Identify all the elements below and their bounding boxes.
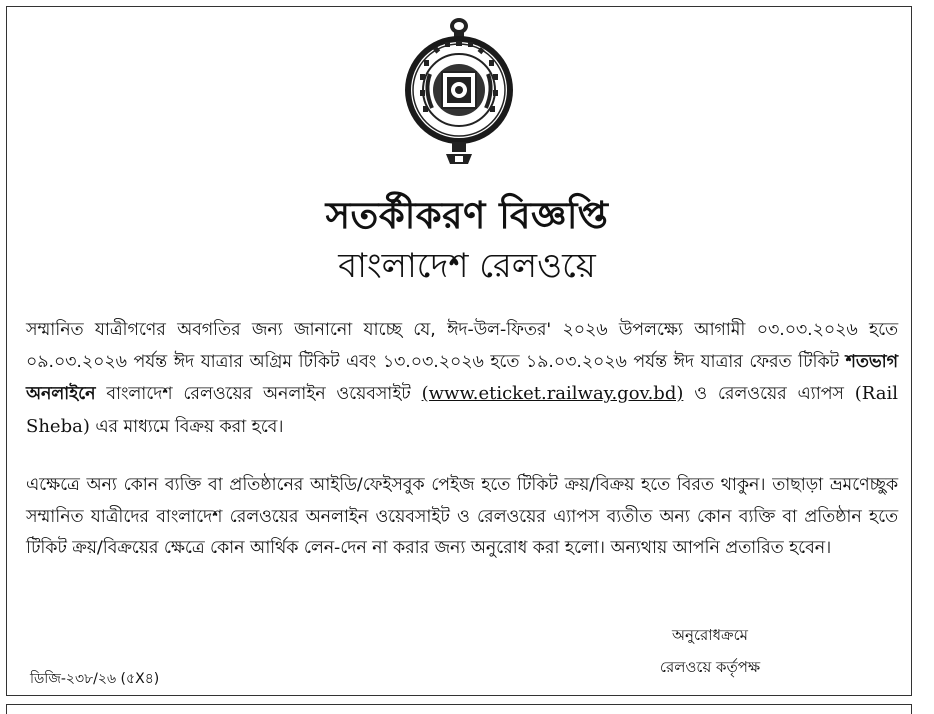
signature-line-1: অনুরোধক্রমে (672, 626, 748, 644)
next-notice-border (6, 704, 912, 714)
notice-paragraph-2: এক্ষেত্রে অন্য কোন ব্যক্তি বা প্রতিষ্ঠানের আইডি/ফেইসবুক পেইজ হতে টিকিট ক্রয়/বিক্রয় হতে বিরত থাকুন। তাছাড়া ভ্রমণেচ্ছুক সম্মানিত যাত্রীদের বাংলাদেশ রেলওয়ের অনলাইন ওয়েবসাইট ও রেলওয়ের এ্যাপস ব্যতীত অন্য কোন ব্যক্তি বা প্রতিষ্ঠান হতে টিকিট ক্রয়/বিক্রয়ের ক্ষেত্রে কোন আর্থিক লেন-দেন না করার জন্য অনুরোধ করা হলো। অন্যথায় আপনি প্রতারিত হবেন। (26, 475, 898, 558)
paragraph-1-text-d: এর মাধ্যমে বিক্রয় করা হবে। (89, 416, 284, 437)
notice-title: সতর্কীকরণ বিজ্ঞপ্তি (325, 194, 609, 237)
paragraph-1-text-c: ও রেলওয়ের এ্যাপস (683, 384, 855, 404)
paragraph-1-text-b: বাংলাদেশ রেলওয়ের অনলাইন ওয়েবসাইট (95, 384, 422, 404)
app-name: (Rail Sheba) (26, 383, 898, 437)
notice-paragraph-1 (26, 315, 898, 443)
eticket-website-link[interactable]: (www.eticket.railway.gov.bd) (421, 383, 684, 404)
paragraph-1-text-a: সম্মানিত যাত্রীগণের অবগতির জন্য জানানো যাচ্ছে যে, ঈদ-উল-ফিতর' ২০২৬ উপলক্ষ্যে আগামী ০৩.০৩.২০২৬ হতে ০৯.০৩.২০২৬ পর্যন্ত ঈদ যাত্রার অগ্রিম টিকিট এবং ১৩.০৩.২০২৬ হতে ১৯.০৩.২০২৬ পর্যন্ত ঈদ যাত্রার ফেরত টিকিট (26, 320, 898, 372)
paragraph-1-bold-b: অনলাইনে (26, 384, 96, 404)
signature-line-2: রেলওয়ে কর্তৃপক্ষ (659, 658, 761, 676)
notice-reference-code: ডিজি-২৩৮/২৬ (৫X৪) (30, 671, 160, 687)
paragraph-1-bold-a: শতভাগ (845, 351, 898, 372)
organization-name: বাংলাদেশ রেলওয়ে (338, 246, 596, 286)
railway-emblem-icon (400, 14, 518, 170)
